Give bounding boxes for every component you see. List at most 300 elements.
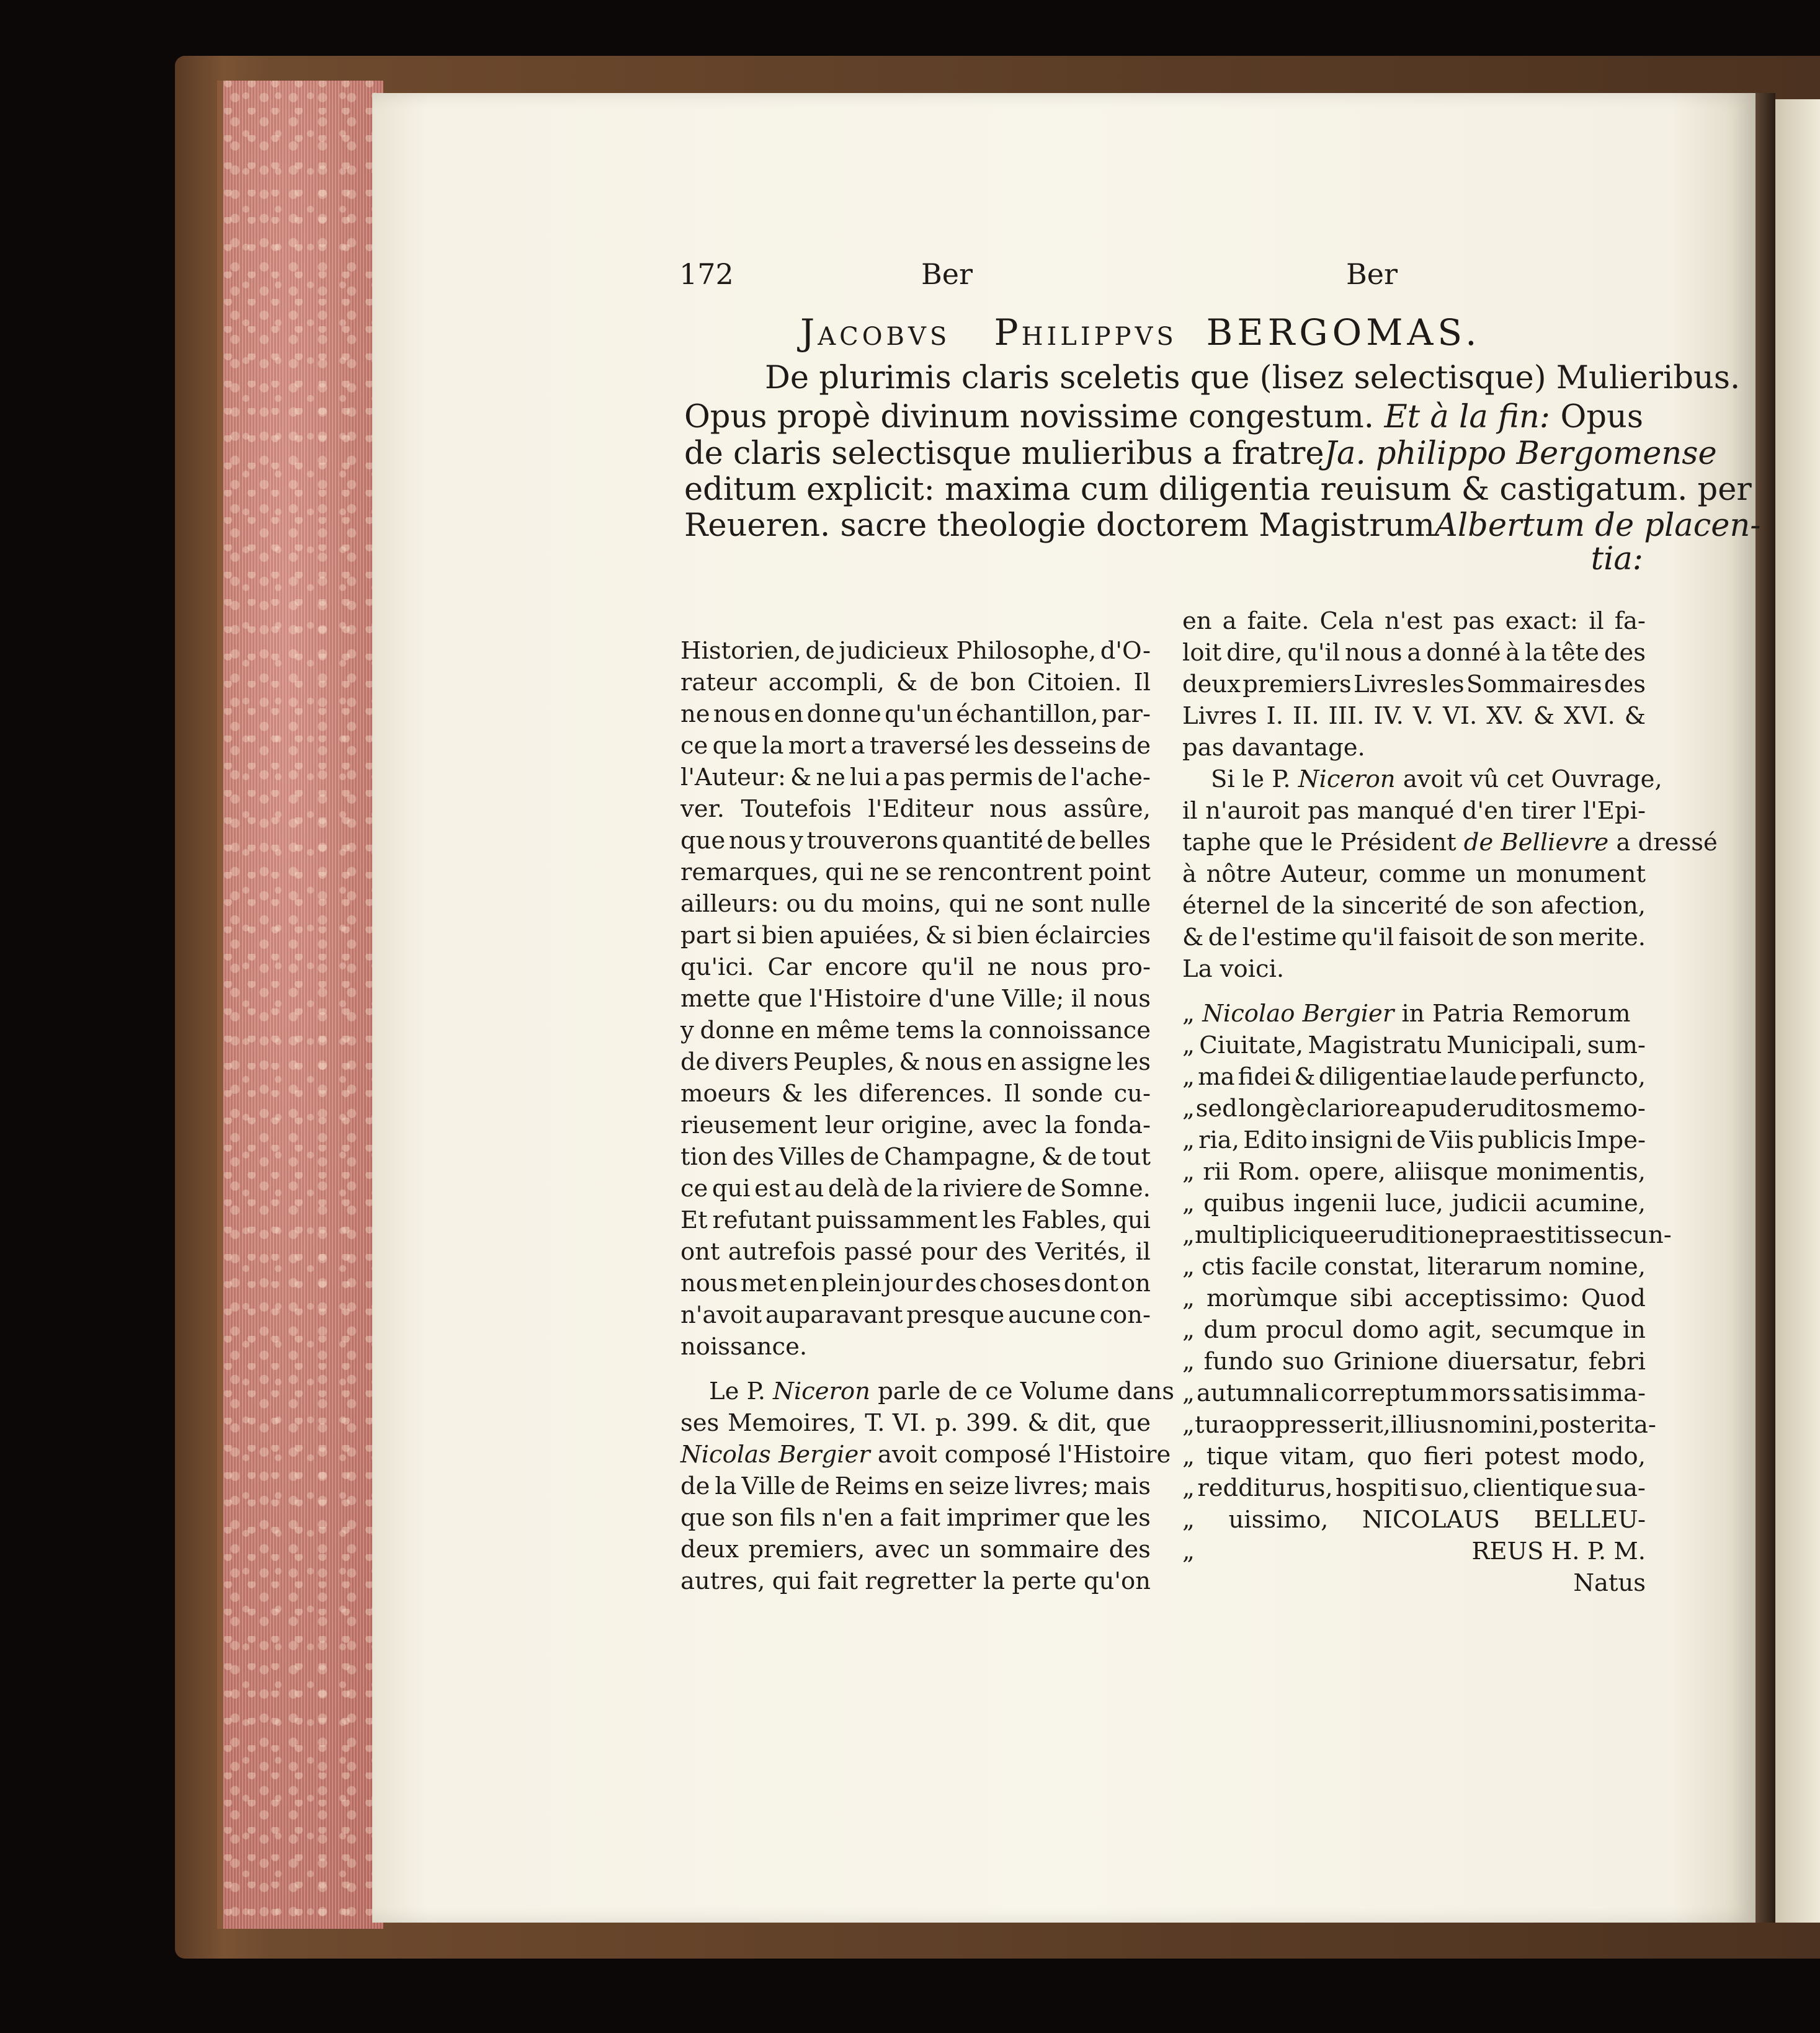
text-line bbox=[680, 1046, 1151, 1078]
word: tout bbox=[1102, 1143, 1151, 1171]
word: n'auroit bbox=[1205, 797, 1300, 825]
word: Sommaires bbox=[1466, 670, 1602, 698]
word: „ bbox=[1182, 1316, 1195, 1344]
word: les bbox=[1117, 1048, 1151, 1076]
word: modo, bbox=[1571, 1443, 1646, 1470]
word: mors bbox=[1450, 1379, 1511, 1407]
word: qu'on bbox=[1083, 1567, 1151, 1595]
word: origine, bbox=[881, 1111, 975, 1139]
word: nous bbox=[728, 827, 787, 855]
word: fa- bbox=[1614, 607, 1646, 635]
text-line bbox=[680, 730, 1151, 762]
word: Livres bbox=[1353, 670, 1429, 698]
word: mette bbox=[680, 985, 751, 1013]
word: quantité bbox=[942, 827, 1043, 855]
word: en bbox=[789, 1270, 819, 1297]
word: divers bbox=[714, 1048, 789, 1076]
word: les bbox=[975, 732, 1009, 760]
word: oppresserit, bbox=[1245, 1411, 1391, 1439]
word: imprimer bbox=[946, 1504, 1059, 1532]
word: ont bbox=[680, 1238, 720, 1266]
word: & bbox=[781, 1080, 803, 1108]
book-gutter bbox=[1755, 93, 1775, 1923]
word: nous bbox=[1345, 639, 1403, 667]
word: avoit composé l'Histoire bbox=[870, 1441, 1171, 1469]
text-line bbox=[1182, 605, 1646, 637]
word: imma- bbox=[1570, 1379, 1646, 1407]
word: Magistratu bbox=[1308, 1031, 1442, 1059]
word: a bbox=[1222, 607, 1237, 635]
word: presque bbox=[906, 1301, 1005, 1329]
page-fore-edge bbox=[217, 81, 383, 1929]
word: éternel bbox=[1182, 892, 1269, 920]
text-line bbox=[680, 1439, 1171, 1470]
word: Somne. bbox=[1060, 1175, 1151, 1203]
word: Citoien. bbox=[1027, 669, 1122, 696]
word: opere, bbox=[1308, 1158, 1386, 1186]
word: qu'ici. bbox=[680, 953, 754, 981]
word: fonda- bbox=[1074, 1111, 1151, 1139]
word: Auteur, bbox=[1280, 860, 1369, 888]
word: qu'il bbox=[921, 953, 975, 981]
word: regretter bbox=[865, 1567, 976, 1595]
word: la bbox=[1313, 892, 1335, 920]
word: noissance. bbox=[680, 1333, 808, 1361]
word: même bbox=[816, 1016, 890, 1044]
word: „ bbox=[1182, 1506, 1195, 1534]
word: en bbox=[914, 1472, 944, 1500]
citation-line-2 bbox=[684, 399, 1643, 435]
text-line bbox=[680, 983, 1151, 1015]
word: & bbox=[925, 922, 947, 950]
word: ce bbox=[680, 1175, 708, 1203]
word: „ bbox=[1182, 1379, 1195, 1407]
word: ne bbox=[816, 763, 845, 791]
italic-name: Nicolao Bergier bbox=[1202, 1000, 1394, 1028]
word: d'O- bbox=[1100, 637, 1151, 665]
word: son bbox=[1491, 892, 1533, 920]
word: Rom. bbox=[1238, 1158, 1301, 1186]
word: & bbox=[1533, 702, 1555, 730]
word: nous bbox=[1093, 985, 1151, 1013]
word: si bbox=[736, 922, 757, 950]
text-line bbox=[1182, 890, 1646, 922]
word: Fables, bbox=[1021, 1206, 1108, 1234]
word: autrefois bbox=[728, 1238, 836, 1266]
text-line bbox=[680, 1015, 1151, 1046]
word: des bbox=[732, 1143, 774, 1171]
word: les bbox=[1430, 670, 1465, 698]
text-line bbox=[1182, 1346, 1646, 1377]
word: aliisque bbox=[1394, 1158, 1489, 1186]
word: „ bbox=[1182, 1411, 1195, 1439]
text-line bbox=[1182, 732, 1646, 763]
word: l'Epi- bbox=[1583, 797, 1646, 825]
word: les bbox=[813, 1080, 848, 1108]
left-column bbox=[680, 635, 1174, 1597]
text-line bbox=[680, 1376, 1174, 1407]
text-line bbox=[680, 1173, 1151, 1204]
word: con- bbox=[1099, 1301, 1151, 1329]
text-line bbox=[1182, 700, 1646, 732]
word: en bbox=[774, 700, 804, 728]
word: in bbox=[1622, 1316, 1646, 1344]
word: encore bbox=[825, 953, 908, 981]
word: n'avoit bbox=[680, 1301, 762, 1329]
word: part bbox=[680, 922, 731, 950]
word: choses bbox=[979, 1270, 1061, 1297]
word: se bbox=[905, 858, 932, 886]
word: l'estime bbox=[1242, 923, 1337, 951]
word: Reims bbox=[834, 1472, 909, 1500]
word: avec bbox=[982, 1111, 1038, 1139]
word: des bbox=[1109, 1536, 1151, 1564]
word: eruditione bbox=[1354, 1221, 1479, 1249]
word: à bbox=[1506, 639, 1520, 667]
word: diligentiae bbox=[1318, 1063, 1448, 1091]
word: son bbox=[1512, 923, 1555, 951]
text-line bbox=[680, 1141, 1151, 1173]
word: de bbox=[883, 1175, 913, 1203]
word: que bbox=[680, 827, 726, 855]
word: „ bbox=[1182, 1537, 1195, 1565]
word: deux bbox=[1182, 670, 1241, 698]
word: suo bbox=[1282, 1348, 1324, 1376]
word: que bbox=[680, 1504, 726, 1532]
page-number: 172 bbox=[679, 257, 734, 291]
word: bien bbox=[761, 922, 814, 950]
word: ma bbox=[1198, 1063, 1235, 1091]
text-line bbox=[680, 1470, 1151, 1502]
word: & bbox=[899, 1048, 921, 1076]
text-line bbox=[680, 698, 1151, 730]
word: suo, bbox=[1420, 1474, 1470, 1502]
word: uissimo, bbox=[1228, 1506, 1329, 1534]
word: manqué bbox=[1357, 797, 1455, 825]
text-line bbox=[680, 1502, 1151, 1534]
word: nôtre bbox=[1206, 860, 1272, 888]
word: monimentis, bbox=[1496, 1158, 1646, 1186]
word: quo bbox=[1367, 1443, 1412, 1470]
running-head-left: Ber bbox=[921, 257, 973, 291]
entry-citation bbox=[684, 360, 1741, 396]
word: y bbox=[789, 827, 803, 855]
word: fieri bbox=[1424, 1443, 1473, 1470]
running-head-right: Ber bbox=[1346, 257, 1398, 291]
word: refutant bbox=[712, 1206, 811, 1234]
word: clientique bbox=[1473, 1474, 1594, 1502]
text-line bbox=[1182, 1504, 1646, 1536]
text-line bbox=[1182, 1283, 1646, 1314]
word: „ bbox=[1182, 1063, 1195, 1091]
word: La voici. bbox=[1182, 955, 1285, 983]
word: avec bbox=[874, 1536, 930, 1564]
word: que bbox=[712, 732, 757, 760]
word: VI. bbox=[1443, 702, 1478, 730]
word: Verités, bbox=[1035, 1238, 1128, 1266]
word: si bbox=[952, 922, 972, 950]
word: de bbox=[1454, 892, 1484, 920]
word: point bbox=[1088, 858, 1151, 886]
word: Ville; bbox=[1002, 985, 1064, 1013]
word: Ville bbox=[741, 1472, 796, 1500]
word: ses bbox=[680, 1409, 720, 1437]
word: a bbox=[1407, 639, 1422, 667]
word: trouverons bbox=[806, 827, 939, 855]
word: pour bbox=[921, 1238, 978, 1266]
word: de bbox=[1027, 1175, 1056, 1203]
word: Villes bbox=[778, 1143, 845, 1171]
right-column bbox=[1182, 605, 1718, 1599]
word: bien bbox=[977, 922, 1030, 950]
word: des bbox=[1604, 670, 1646, 698]
paragraph-gap bbox=[1182, 985, 1646, 998]
word: BELLEU- bbox=[1533, 1506, 1646, 1534]
word: parle de ce Volume dans bbox=[870, 1377, 1174, 1405]
word: l'Editeur bbox=[868, 795, 973, 823]
word: Natus bbox=[1573, 1569, 1646, 1597]
word: procul bbox=[1265, 1316, 1344, 1344]
text-line bbox=[1182, 1030, 1646, 1061]
word: de bbox=[929, 669, 959, 696]
word: perfuncto, bbox=[1520, 1063, 1646, 1091]
word: Champagne, bbox=[884, 1143, 1037, 1171]
word: sommaire bbox=[979, 1536, 1100, 1564]
word: accompli, bbox=[768, 669, 885, 696]
word: les bbox=[1117, 1504, 1151, 1532]
word: donné bbox=[1426, 639, 1501, 667]
word: qui bbox=[825, 858, 864, 886]
word: ailleurs: bbox=[680, 890, 779, 918]
text-line bbox=[1182, 858, 1646, 890]
word: ne bbox=[680, 700, 710, 728]
text-line bbox=[1182, 1314, 1646, 1346]
text-line bbox=[1182, 1156, 1646, 1188]
word: Memoires, bbox=[728, 1409, 857, 1437]
word: Quod bbox=[1581, 1284, 1646, 1312]
text-line bbox=[1182, 1219, 1672, 1251]
word: n'en bbox=[821, 1504, 873, 1532]
word: apud bbox=[1401, 1095, 1462, 1123]
word: III. bbox=[1328, 702, 1365, 730]
citation-line-1-text: De plurimis claris sceletis que (lisez selectisque) Mulieribus. bbox=[765, 360, 1741, 396]
word: la bbox=[1525, 639, 1547, 667]
word: NICOLAUS bbox=[1362, 1506, 1501, 1534]
word: de bbox=[1478, 923, 1507, 951]
facing-page-edge bbox=[1775, 99, 1820, 1923]
text-line bbox=[680, 1268, 1151, 1299]
word: tête bbox=[1551, 639, 1599, 667]
word: delà bbox=[827, 1175, 880, 1203]
word: domo bbox=[1352, 1316, 1419, 1344]
text-line bbox=[680, 1299, 1151, 1331]
text-line bbox=[680, 951, 1151, 983]
word: mais bbox=[1094, 1472, 1151, 1500]
text-line bbox=[1182, 1472, 1646, 1504]
word: „ bbox=[1182, 1158, 1195, 1186]
word: il bbox=[1182, 797, 1198, 825]
word: un bbox=[1475, 860, 1507, 888]
word: memo- bbox=[1563, 1095, 1646, 1123]
word: literarum bbox=[1427, 1253, 1542, 1281]
word: Car bbox=[767, 953, 812, 981]
text-line bbox=[1182, 1124, 1646, 1156]
word: sonde bbox=[1031, 1080, 1104, 1108]
word: morùmque bbox=[1207, 1284, 1338, 1312]
word: rencontrent bbox=[938, 858, 1082, 886]
word: l'ache- bbox=[1071, 763, 1151, 791]
word: cun- bbox=[1619, 1221, 1672, 1249]
word: mort bbox=[788, 732, 847, 760]
word: Et bbox=[680, 1206, 708, 1234]
citation-line-3 bbox=[684, 435, 1717, 472]
word: y bbox=[680, 1016, 694, 1044]
word: de bbox=[1037, 763, 1067, 791]
text-line bbox=[1182, 1061, 1646, 1093]
word: premiers, bbox=[748, 1536, 865, 1564]
word: Historien, bbox=[680, 637, 801, 665]
text-line bbox=[680, 762, 1151, 793]
word: donne bbox=[806, 700, 881, 728]
word: agit, bbox=[1427, 1316, 1483, 1344]
word: I. bbox=[1266, 702, 1283, 730]
italic-name: Niceron bbox=[773, 1377, 870, 1405]
citation-line-4 bbox=[684, 471, 1752, 508]
word: „ bbox=[1182, 1221, 1195, 1249]
word: livres; bbox=[1014, 1472, 1089, 1500]
word: de bbox=[805, 637, 835, 665]
word: diuersatur, bbox=[1447, 1348, 1579, 1376]
word: tion bbox=[680, 1143, 728, 1171]
word: IV. bbox=[1373, 702, 1404, 730]
word: fils bbox=[780, 1504, 816, 1532]
word: apuiées, bbox=[819, 922, 921, 950]
word: pas bbox=[903, 763, 945, 791]
word: sum- bbox=[1587, 1031, 1646, 1059]
citation-italic: Et à la fin: bbox=[1384, 399, 1550, 435]
text-line bbox=[680, 1565, 1151, 1597]
word: Livres bbox=[1182, 702, 1257, 730]
word: des bbox=[1604, 639, 1646, 667]
word: d'une bbox=[928, 985, 996, 1013]
word: au bbox=[794, 1175, 824, 1203]
word: fait bbox=[899, 1504, 940, 1532]
word: eruditos bbox=[1462, 1095, 1563, 1123]
citation-text: Reueren. sacre theologie doctorem Magistrum bbox=[684, 507, 1435, 544]
text-line bbox=[680, 635, 1151, 667]
word: judicieux Philosophe, bbox=[839, 637, 1097, 665]
word: desseins bbox=[1013, 732, 1117, 760]
text-line bbox=[680, 920, 1151, 951]
text-line bbox=[1182, 922, 1646, 953]
word: diferences. bbox=[859, 1080, 993, 1108]
word: jour bbox=[884, 1270, 933, 1297]
word: Grinione bbox=[1333, 1348, 1439, 1376]
word: des bbox=[935, 1270, 977, 1297]
heading-middlename: PHILIPPVS bbox=[994, 311, 1177, 354]
word: facile bbox=[1251, 1253, 1318, 1281]
word: on bbox=[1120, 1270, 1151, 1297]
word: „ bbox=[1182, 1284, 1195, 1312]
word: vitam, bbox=[1280, 1443, 1355, 1470]
word: tique bbox=[1206, 1443, 1269, 1470]
word: de bbox=[1046, 827, 1076, 855]
word: afection, bbox=[1540, 892, 1646, 920]
word: nous bbox=[989, 795, 1047, 823]
word: un bbox=[939, 1536, 971, 1564]
word: en bbox=[1182, 607, 1212, 635]
word: est bbox=[754, 1175, 791, 1203]
word: rateur bbox=[680, 669, 757, 696]
word: Municipali, bbox=[1446, 1031, 1583, 1059]
word: assûre, bbox=[1063, 795, 1151, 823]
word: la bbox=[1045, 1111, 1067, 1139]
word: son bbox=[731, 1504, 774, 1532]
word: de bbox=[1208, 923, 1238, 951]
word: qui bbox=[711, 1175, 751, 1203]
word: tems bbox=[896, 1016, 955, 1044]
word: Edito bbox=[1243, 1126, 1308, 1154]
heading-surname: BERGOMAS. bbox=[1206, 311, 1481, 354]
word: autres, bbox=[680, 1567, 765, 1595]
text-line bbox=[1182, 1409, 1656, 1441]
word: quibus bbox=[1203, 1190, 1285, 1217]
paragraph-gap bbox=[680, 1363, 1151, 1376]
word: & bbox=[896, 669, 918, 696]
word: moins, bbox=[861, 890, 942, 918]
word: & bbox=[1027, 1409, 1049, 1437]
word: & bbox=[790, 763, 812, 791]
word: en bbox=[780, 1016, 811, 1044]
word: Impe- bbox=[1576, 1126, 1646, 1154]
word: seize bbox=[948, 1472, 1010, 1500]
citation-line-1 bbox=[684, 360, 1741, 396]
word: acceptissimo: bbox=[1404, 1284, 1569, 1312]
word: auparavant bbox=[765, 1301, 903, 1329]
word: „ bbox=[1182, 1474, 1195, 1502]
word: dont bbox=[1063, 1270, 1118, 1297]
word: met bbox=[740, 1270, 787, 1297]
word: Ciuitate, bbox=[1199, 1031, 1304, 1059]
word: longè bbox=[1238, 1095, 1306, 1123]
text-line bbox=[1182, 998, 1646, 1030]
word: loit bbox=[1182, 639, 1222, 667]
word: Peuples, bbox=[793, 1048, 895, 1076]
word: a bbox=[850, 732, 865, 760]
word: V. bbox=[1412, 702, 1434, 730]
text-line bbox=[1182, 763, 1662, 795]
text-line bbox=[680, 1110, 1151, 1141]
text-line bbox=[1182, 1188, 1646, 1219]
word: faite. bbox=[1247, 607, 1309, 635]
italic-name: Nicolas Bergier bbox=[680, 1441, 870, 1469]
word: dire, bbox=[1226, 639, 1283, 667]
word: éclaircies bbox=[1035, 922, 1151, 950]
word: „ bbox=[1182, 1031, 1195, 1059]
text-line bbox=[1182, 1093, 1646, 1124]
text-line bbox=[1182, 1377, 1646, 1409]
text-line bbox=[680, 1236, 1151, 1268]
entry-heading bbox=[800, 311, 1481, 354]
word: plein bbox=[821, 1270, 882, 1297]
word: traversé bbox=[869, 732, 971, 760]
word: nous bbox=[925, 1048, 983, 1076]
word: sincerité bbox=[1342, 892, 1448, 920]
word: merite. bbox=[1558, 923, 1646, 951]
word: „ bbox=[1182, 1190, 1195, 1217]
text-line bbox=[680, 888, 1151, 920]
word: in Patria Remorum bbox=[1394, 1000, 1631, 1028]
